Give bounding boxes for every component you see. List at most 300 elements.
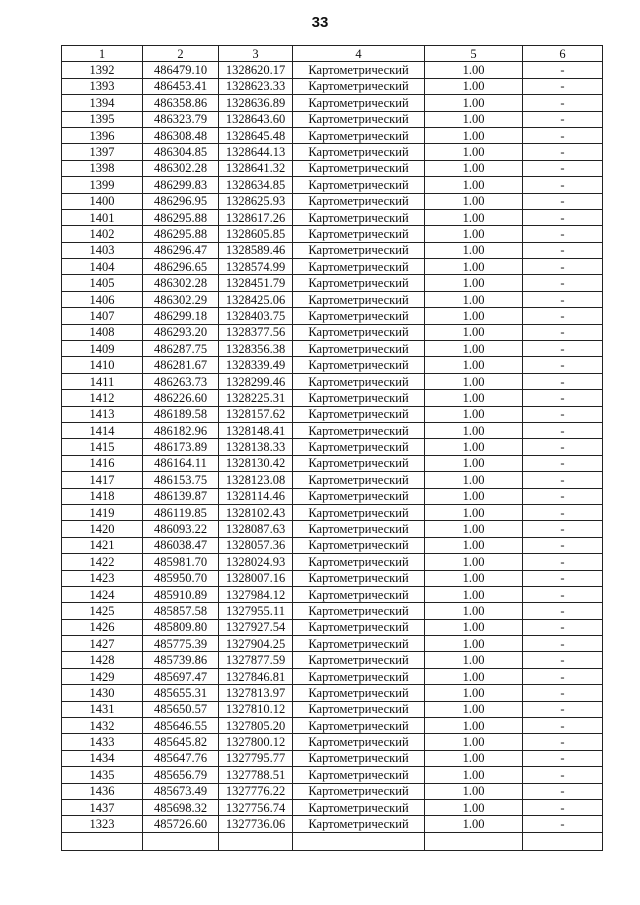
table-cell: 486263.73	[143, 373, 219, 389]
table-cell: 1.00	[425, 341, 523, 357]
table-cell: Картометрический	[293, 570, 425, 586]
table-cell: 1.00	[425, 734, 523, 750]
table-cell: 1328123.08	[219, 472, 293, 488]
table-cell: 1424	[62, 586, 143, 602]
table-cell: 1.00	[425, 586, 523, 602]
table-cell: 486139.87	[143, 488, 219, 504]
table-cell: -	[523, 357, 603, 373]
table-cell: -	[523, 242, 603, 258]
table-cell: Картометрический	[293, 324, 425, 340]
table-cell: 1327736.06	[219, 816, 293, 832]
table-cell: Картометрический	[293, 488, 425, 504]
table-cell: 1395	[62, 111, 143, 127]
table-cell: 1328130.42	[219, 455, 293, 471]
table-cell: 486281.67	[143, 357, 219, 373]
table-cell: -	[523, 455, 603, 471]
table-cell: 485646.55	[143, 718, 219, 734]
table-cell: Картометрический	[293, 799, 425, 815]
table-cell: 486302.28	[143, 160, 219, 176]
table-cell: 1429	[62, 668, 143, 684]
table-cell: Картометрический	[293, 341, 425, 357]
table-cell: 1420	[62, 521, 143, 537]
table-cell: 1328225.31	[219, 390, 293, 406]
table-row	[62, 275, 603, 291]
column-header: 5	[425, 46, 523, 62]
table-cell: 486189.58	[143, 406, 219, 422]
table-cell: 1328356.38	[219, 341, 293, 357]
table-cell: 1327800.12	[219, 734, 293, 750]
table-cell: 1.00	[425, 455, 523, 471]
table-row	[62, 78, 603, 94]
table-cell: 1328645.48	[219, 127, 293, 143]
table-cell: 1327788.51	[219, 767, 293, 783]
table-cell: 486182.96	[143, 422, 219, 438]
table-cell: 485655.31	[143, 685, 219, 701]
table-cell: Картометрический	[293, 783, 425, 799]
table-cell: 486038.47	[143, 537, 219, 553]
table-cell: 1.00	[425, 652, 523, 668]
table-cell: 1.00	[425, 783, 523, 799]
table-cell: 1328024.93	[219, 554, 293, 570]
table-cell: Картометрический	[293, 209, 425, 225]
table-cell: 485698.32	[143, 799, 219, 815]
table-cell: Картометрический	[293, 636, 425, 652]
table-cell: 1406	[62, 291, 143, 307]
table-cell: 1.00	[425, 668, 523, 684]
table-row	[62, 406, 603, 422]
table-cell: Картометрический	[293, 603, 425, 619]
empty-cell	[62, 832, 143, 850]
table-row	[62, 62, 603, 78]
table-cell: 485739.86	[143, 652, 219, 668]
table-cell: 1328574.99	[219, 259, 293, 275]
table-cell: 1.00	[425, 570, 523, 586]
table-row	[62, 439, 603, 455]
table-cell: 1.00	[425, 209, 523, 225]
table-row	[62, 144, 603, 160]
table-cell: 1.00	[425, 324, 523, 340]
table-cell: 1.00	[425, 226, 523, 242]
table-cell: 1328299.46	[219, 373, 293, 389]
table-cell: 1402	[62, 226, 143, 242]
table-cell: 1422	[62, 554, 143, 570]
empty-cell	[143, 832, 219, 850]
table-cell: Картометрический	[293, 734, 425, 750]
table-cell: 1399	[62, 177, 143, 193]
table-cell: 1.00	[425, 390, 523, 406]
table-cell: 1327955.11	[219, 603, 293, 619]
table-row	[62, 259, 603, 275]
table-cell: 1428	[62, 652, 143, 668]
table-cell: 1.00	[425, 685, 523, 701]
column-header: 3	[219, 46, 293, 62]
table-cell: -	[523, 685, 603, 701]
table-cell: 1.00	[425, 701, 523, 717]
table-cell: -	[523, 324, 603, 340]
table-cell: 1327756.74	[219, 799, 293, 815]
table-cell: 1.00	[425, 767, 523, 783]
table-row	[62, 668, 603, 684]
table-cell: Картометрический	[293, 193, 425, 209]
table-cell: Картометрический	[293, 373, 425, 389]
table-cell: 1328102.43	[219, 504, 293, 520]
table-cell: 1.00	[425, 111, 523, 127]
table-cell: -	[523, 619, 603, 635]
table-cell: 1.00	[425, 603, 523, 619]
table-cell: 1418	[62, 488, 143, 504]
table-cell: Картометрический	[293, 472, 425, 488]
table-cell: 1.00	[425, 78, 523, 94]
table-cell: -	[523, 62, 603, 78]
table-cell: -	[523, 521, 603, 537]
table-cell: 1.00	[425, 291, 523, 307]
table-cell: 486296.47	[143, 242, 219, 258]
table-cell: -	[523, 291, 603, 307]
table-cell: Картометрический	[293, 78, 425, 94]
table-cell: -	[523, 799, 603, 815]
table-cell: Картометрический	[293, 422, 425, 438]
table-row	[62, 521, 603, 537]
table-cell: 1328451.79	[219, 275, 293, 291]
table-cell: -	[523, 472, 603, 488]
table-cell: 1.00	[425, 422, 523, 438]
table-cell: 1328339.49	[219, 357, 293, 373]
table-row	[62, 799, 603, 815]
table-row	[62, 341, 603, 357]
table-row	[62, 570, 603, 586]
table-cell: Картометрический	[293, 357, 425, 373]
table-row	[62, 488, 603, 504]
table-cell: 486295.88	[143, 226, 219, 242]
table-cell: -	[523, 668, 603, 684]
table-cell: 1433	[62, 734, 143, 750]
table-cell: -	[523, 718, 603, 734]
table-cell: -	[523, 488, 603, 504]
table-cell: Картометрический	[293, 275, 425, 291]
table-cell: -	[523, 504, 603, 520]
table-cell: -	[523, 127, 603, 143]
table-cell: 1397	[62, 144, 143, 160]
table-row	[62, 603, 603, 619]
table-cell: 1328403.75	[219, 308, 293, 324]
table-cell: 1328617.26	[219, 209, 293, 225]
table-cell: 1328007.16	[219, 570, 293, 586]
table-cell: 486453.41	[143, 78, 219, 94]
table-cell: 486302.28	[143, 275, 219, 291]
table-row	[62, 422, 603, 438]
table-cell: 1.00	[425, 373, 523, 389]
table-cell: 1432	[62, 718, 143, 734]
table-cell: 485645.82	[143, 734, 219, 750]
table-cell: 485981.70	[143, 554, 219, 570]
table-cell: 1419	[62, 504, 143, 520]
table-cell: 1412	[62, 390, 143, 406]
table-cell: Картометрический	[293, 455, 425, 471]
table-cell: 1392	[62, 62, 143, 78]
table-cell: -	[523, 144, 603, 160]
table-cell: 1430	[62, 685, 143, 701]
table-cell: 1404	[62, 259, 143, 275]
table-cell: 1408	[62, 324, 143, 340]
table-cell: -	[523, 193, 603, 209]
table-cell: 1328157.62	[219, 406, 293, 422]
table-row	[62, 308, 603, 324]
table-row	[62, 472, 603, 488]
table-cell: 486164.11	[143, 455, 219, 471]
table-cell: 1407	[62, 308, 143, 324]
table-row	[62, 390, 603, 406]
table-cell: 1328625.93	[219, 193, 293, 209]
table-cell: 1.00	[425, 619, 523, 635]
table-cell: -	[523, 586, 603, 602]
coordinates-table	[61, 45, 603, 851]
table-cell: 486304.85	[143, 144, 219, 160]
table-cell: 1394	[62, 95, 143, 111]
table-cell: 1.00	[425, 242, 523, 258]
table-cell: 1413	[62, 406, 143, 422]
table-cell: 1393	[62, 78, 143, 94]
table-cell: 1.00	[425, 799, 523, 815]
table-cell: -	[523, 226, 603, 242]
table-cell: -	[523, 554, 603, 570]
table-cell: 1.00	[425, 357, 523, 373]
table-cell: 1396	[62, 127, 143, 143]
table-cell: 1327904.25	[219, 636, 293, 652]
table-cell: 1.00	[425, 259, 523, 275]
table-cell: 1405	[62, 275, 143, 291]
table-cell: 1.00	[425, 750, 523, 766]
table-cell: -	[523, 537, 603, 553]
table-cell: 485775.39	[143, 636, 219, 652]
table-cell: -	[523, 406, 603, 422]
table-cell: 486226.60	[143, 390, 219, 406]
table-cell: 1328148.41	[219, 422, 293, 438]
table-cell: 1437	[62, 799, 143, 815]
table-cell: Картометрический	[293, 406, 425, 422]
table-cell: 1.00	[425, 144, 523, 160]
table-cell: 1327776.22	[219, 783, 293, 799]
table-cell: -	[523, 275, 603, 291]
table-cell: -	[523, 816, 603, 832]
table-cell: Картометрический	[293, 767, 425, 783]
table-cell: -	[523, 750, 603, 766]
table-cell: -	[523, 767, 603, 783]
table-row	[62, 636, 603, 652]
table-cell: 1328605.85	[219, 226, 293, 242]
table-cell: 1.00	[425, 816, 523, 832]
table-row	[62, 685, 603, 701]
table-cell: Картометрический	[293, 537, 425, 553]
table-cell: 485950.70	[143, 570, 219, 586]
table-cell: 1328377.56	[219, 324, 293, 340]
table-cell: 486295.88	[143, 209, 219, 225]
table-cell: 1.00	[425, 636, 523, 652]
table-cell: 1434	[62, 750, 143, 766]
table-row	[62, 554, 603, 570]
table-cell: Картометрический	[293, 259, 425, 275]
table-cell: 1.00	[425, 718, 523, 734]
table-cell: 486358.86	[143, 95, 219, 111]
table-cell: 486173.89	[143, 439, 219, 455]
table-cell: Картометрический	[293, 242, 425, 258]
table-cell: Картометрический	[293, 308, 425, 324]
table-cell: 486479.10	[143, 62, 219, 78]
table-cell: Картометрический	[293, 718, 425, 734]
table-cell: -	[523, 570, 603, 586]
table-cell: Картометрический	[293, 619, 425, 635]
table-cell: 486296.95	[143, 193, 219, 209]
table-row	[62, 652, 603, 668]
table-cell: 1.00	[425, 406, 523, 422]
column-header: 2	[143, 46, 219, 62]
table-cell: 1328636.89	[219, 95, 293, 111]
table-cell: -	[523, 78, 603, 94]
table-cell: 1400	[62, 193, 143, 209]
table-cell: 1328087.63	[219, 521, 293, 537]
table-cell: 1435	[62, 767, 143, 783]
table-cell: 1426	[62, 619, 143, 635]
table-cell: -	[523, 734, 603, 750]
table-cell: 1328057.36	[219, 537, 293, 553]
table-row	[62, 324, 603, 340]
table-row	[62, 750, 603, 766]
table-cell: 1328641.32	[219, 160, 293, 176]
table-cell: 1425	[62, 603, 143, 619]
table-cell: Картометрический	[293, 668, 425, 684]
table-cell: 1327984.12	[219, 586, 293, 602]
table-cell: -	[523, 390, 603, 406]
empty-cell	[293, 832, 425, 850]
table-row	[62, 209, 603, 225]
table-cell: 485650.57	[143, 701, 219, 717]
table-row	[62, 701, 603, 717]
table-row	[62, 111, 603, 127]
table-row	[62, 160, 603, 176]
table-cell: Картометрический	[293, 652, 425, 668]
table-cell: 1327795.77	[219, 750, 293, 766]
table-cell: 1.00	[425, 308, 523, 324]
table-cell: 1.00	[425, 472, 523, 488]
table-cell: -	[523, 783, 603, 799]
table-cell: 1.00	[425, 554, 523, 570]
table-row	[62, 127, 603, 143]
table-cell: 1427	[62, 636, 143, 652]
table-cell: 1327805.20	[219, 718, 293, 734]
column-header: 1	[62, 46, 143, 62]
table-cell: 1411	[62, 373, 143, 389]
table-cell: Картометрический	[293, 226, 425, 242]
table-cell: 1.00	[425, 95, 523, 111]
table-cell: Картометрический	[293, 62, 425, 78]
table-cell: 486299.18	[143, 308, 219, 324]
table-cell: Картометрический	[293, 390, 425, 406]
table-body	[62, 62, 603, 850]
table-row	[62, 455, 603, 471]
table-cell: Картометрический	[293, 816, 425, 832]
table-cell: Картометрический	[293, 685, 425, 701]
table-cell: Картометрический	[293, 111, 425, 127]
table-cell: 1421	[62, 537, 143, 553]
table-cell: 1.00	[425, 127, 523, 143]
table-cell: 485726.60	[143, 816, 219, 832]
table-row	[62, 193, 603, 209]
table-cell: Картометрический	[293, 586, 425, 602]
table-cell: 1416	[62, 455, 143, 471]
table-cell: 1417	[62, 472, 143, 488]
table-cell: Картометрический	[293, 144, 425, 160]
table-row	[62, 357, 603, 373]
table-row	[62, 226, 603, 242]
table-cell: 1436	[62, 783, 143, 799]
table-cell: -	[523, 422, 603, 438]
table-cell: 1328644.13	[219, 144, 293, 160]
table-cell: 1.00	[425, 439, 523, 455]
table-cell: 485697.47	[143, 668, 219, 684]
table-cell: Картометрический	[293, 95, 425, 111]
table-cell: 1328138.33	[219, 439, 293, 455]
table-cell: 486323.79	[143, 111, 219, 127]
table-cell: 1327813.97	[219, 685, 293, 701]
table-row	[62, 95, 603, 111]
table-cell: 1.00	[425, 488, 523, 504]
table-cell: 486293.20	[143, 324, 219, 340]
table-cell: 1.00	[425, 537, 523, 553]
table-cell: 486287.75	[143, 341, 219, 357]
table-cell: 486153.75	[143, 472, 219, 488]
table-cell: 1423	[62, 570, 143, 586]
table-cell: 486119.85	[143, 504, 219, 520]
table-cell: 1327846.81	[219, 668, 293, 684]
table-cell: Картометрический	[293, 554, 425, 570]
table-cell: -	[523, 701, 603, 717]
table-cell: -	[523, 373, 603, 389]
page-number: 33	[311, 14, 329, 31]
table-header-row	[62, 46, 603, 62]
table-cell: 486302.29	[143, 291, 219, 307]
empty-cell	[523, 832, 603, 850]
table-cell: 1.00	[425, 275, 523, 291]
table-cell: 1401	[62, 209, 143, 225]
table-cell: 1328589.46	[219, 242, 293, 258]
table-cell: 1.00	[425, 62, 523, 78]
table-cell: 1.00	[425, 504, 523, 520]
table-cell: 486299.83	[143, 177, 219, 193]
table-row	[62, 586, 603, 602]
table-row	[62, 291, 603, 307]
table-cell: 1328620.17	[219, 62, 293, 78]
empty-cell	[425, 832, 523, 850]
table-cell: 1431	[62, 701, 143, 717]
table-cell: -	[523, 177, 603, 193]
table-cell: 1414	[62, 422, 143, 438]
table-row	[62, 177, 603, 193]
table-cell: -	[523, 636, 603, 652]
column-header: 6	[523, 46, 603, 62]
table-row	[62, 783, 603, 799]
table-row	[62, 718, 603, 734]
table-cell: 1328634.85	[219, 177, 293, 193]
table-cell: -	[523, 308, 603, 324]
table-cell: -	[523, 95, 603, 111]
table-cell: 485910.89	[143, 586, 219, 602]
table-cell: -	[523, 603, 603, 619]
table-cell: Картометрический	[293, 701, 425, 717]
table-cell: 485857.58	[143, 603, 219, 619]
table-row	[62, 504, 603, 520]
table-cell: Картометрический	[293, 439, 425, 455]
table-cell: -	[523, 439, 603, 455]
empty-table-row	[62, 832, 603, 850]
